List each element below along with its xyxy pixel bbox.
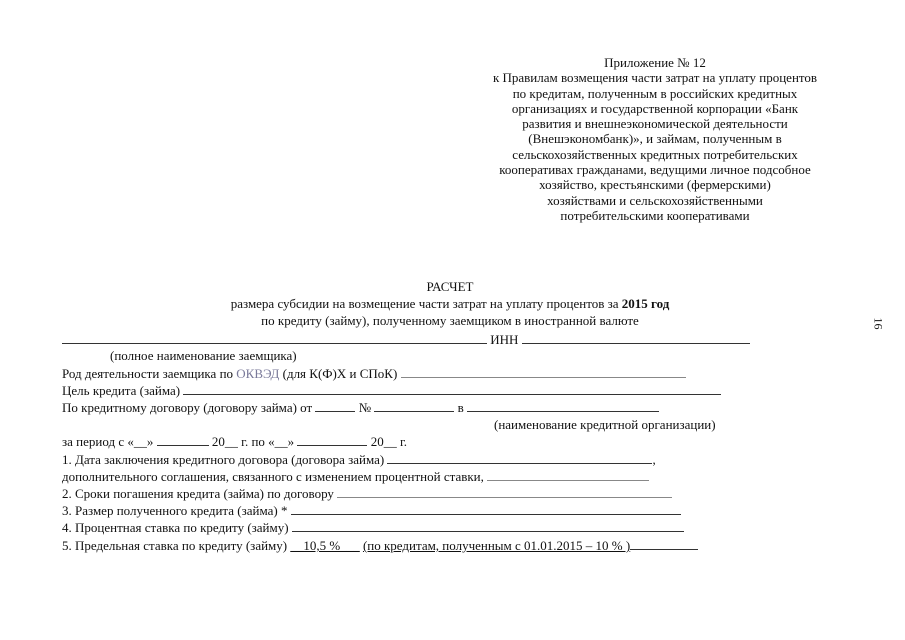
appendix-line: к Правилам возмещения части затрат на уплату процентов	[492, 70, 818, 86]
document-subtitle-2: по кредиту (займу), полученному заемщиком в иностранной валюте	[261, 313, 639, 328]
credit-org-field[interactable]	[467, 400, 659, 412]
appendix-block	[450, 55, 860, 223]
item-4-field[interactable]	[292, 520, 684, 532]
appendix-line: организациях и государственной корпорации «Банк	[511, 100, 799, 116]
item-3-label: 3. Размер полученного кредита (займа) *	[62, 503, 288, 518]
item-1-row: 1. Дата заключения кредитного договора (договора займа) ,	[62, 452, 656, 467]
activity-suffix: (для К(Ф)Х и СПоК)	[279, 366, 398, 381]
purpose-row	[62, 383, 721, 399]
contract-row	[62, 400, 659, 416]
activity-row	[62, 366, 686, 382]
appendix-line: сельскохозяйственных кредитных потребительских	[512, 146, 798, 162]
item-5-field[interactable]	[630, 538, 698, 550]
period-from-month-field[interactable]	[157, 434, 209, 446]
item-4-label: 4. Процентная ставка по кредиту (займу)	[62, 520, 289, 535]
appendix-line: кооперативах гражданами, ведущими личное подсобное	[499, 162, 811, 178]
purpose-field[interactable]	[183, 383, 721, 395]
contract-in-label: в	[457, 400, 464, 415]
item-1b-label: дополнительного соглашения, связанного с изменением процентной ставки,	[62, 469, 484, 484]
contract-label: По кредитному договору (договору займа) от	[62, 400, 313, 415]
contract-date-field[interactable]	[315, 400, 355, 412]
appendix-line: потребительскими кооперативами	[560, 207, 750, 223]
item-5-note: (по кредитам, полученным с 01.01.2015 – 10 % )	[362, 538, 631, 553]
appendix-line: хозяйствами и сельскохозяйственными	[547, 192, 763, 208]
borrower-row	[62, 332, 750, 348]
item-2-field[interactable]	[337, 486, 672, 498]
appendix-line: по кредитам, полученным в российских кредитных	[512, 85, 798, 101]
item-1-field[interactable]	[387, 452, 652, 464]
period-to-label: 20__ г. по «__»	[211, 434, 295, 449]
item-5-value: __10,5 %___	[290, 538, 360, 553]
org-caption: (наименование кредитной организации)	[494, 417, 716, 432]
inn-label: ИНН	[490, 332, 519, 347]
item-1b-field[interactable]	[487, 469, 649, 481]
item-4-row	[62, 520, 684, 536]
period-row	[62, 434, 407, 450]
period-to-month-field[interactable]	[297, 434, 367, 446]
borrower-caption: (полное наименование заемщика)	[110, 348, 297, 363]
item-1b-row	[62, 469, 649, 485]
borrower-name-field[interactable]	[62, 332, 487, 344]
contract-no-label: №	[358, 400, 372, 415]
period-from-label: за период с «__»	[62, 434, 154, 449]
item-2-row	[62, 486, 672, 502]
contract-number-field[interactable]	[374, 400, 454, 412]
activity-field[interactable]	[401, 366, 686, 378]
item-3-row	[62, 503, 681, 519]
document-heading: РАСЧЕТ	[426, 279, 474, 294]
item-5-label: 5. Предельная ставка по кредиту (займу)	[62, 538, 288, 553]
subtitle-text: размера субсидии на возмещение части затрат на уплату процентов за	[230, 296, 622, 311]
item-2-label: 2. Сроки погашения кредита (займа) по договору	[62, 486, 334, 501]
purpose-label: Цель кредита (займа)	[62, 383, 181, 398]
document-subtitle	[150, 296, 750, 312]
item-5-row	[62, 538, 698, 554]
appendix-line: развития и внешнеэкономической деятельности	[522, 116, 788, 132]
item-3-field[interactable]	[291, 503, 681, 515]
appendix-line: (Внешэкономбанк)», и займам, полученным в	[528, 131, 782, 147]
appendix-line: хозяйство, крестьянскими (фермерскими)	[539, 177, 771, 193]
page-number: 16	[871, 317, 886, 330]
period-year-label: 20__ г.	[370, 434, 408, 449]
item-1-label: 1. Дата заключения кредитного договора (договора займа)	[62, 452, 385, 467]
inn-field[interactable]	[522, 332, 750, 344]
appendix-line: Приложение № 12	[604, 55, 706, 70]
okved-text: ОКВЭД	[236, 366, 280, 381]
subtitle-year: 2015 год	[621, 296, 670, 311]
activity-label: Род деятельности заемщика по	[62, 366, 237, 381]
